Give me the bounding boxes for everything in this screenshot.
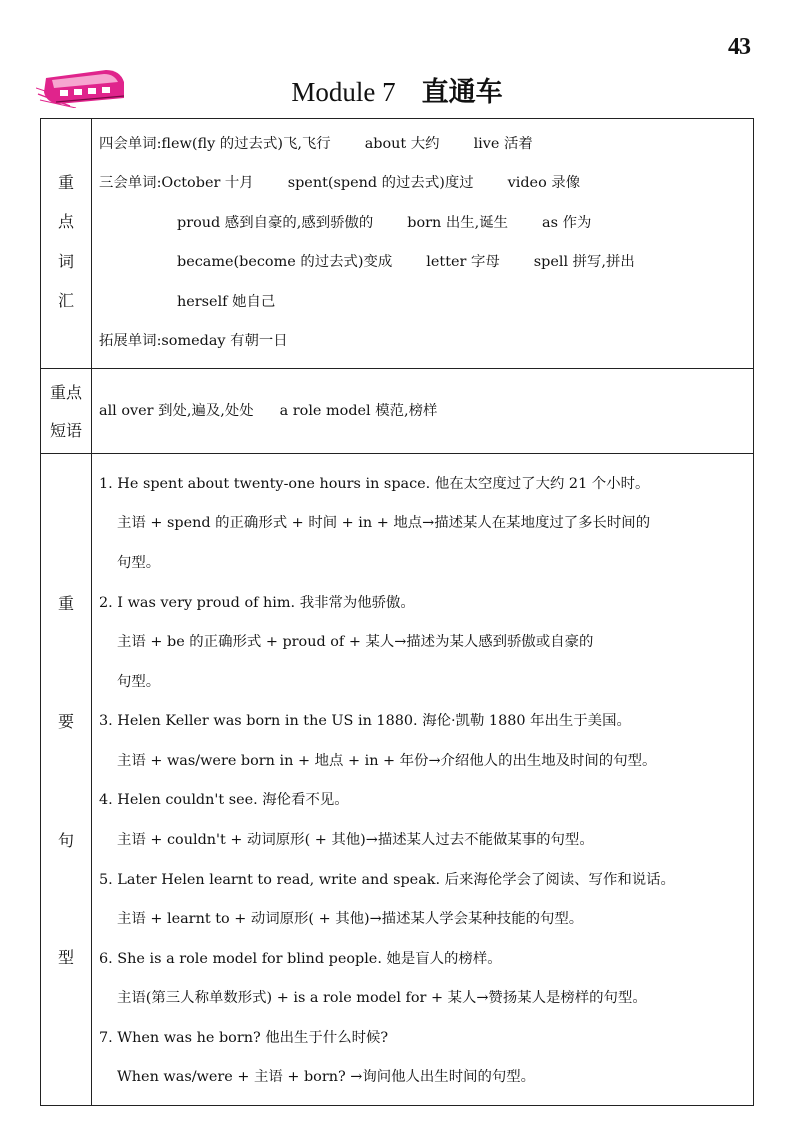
sentence-pattern: 主语 + be 的正确形式 + proud of + 某人→描述为某人感到骄傲或自豪的	[117, 634, 594, 650]
column-divider	[91, 119, 92, 1105]
vocab-word: as 作为	[542, 215, 592, 231]
sentences-label-char: 重	[57, 594, 74, 613]
vocab-line	[177, 213, 591, 233]
sentence-pattern: 句型。	[117, 674, 161, 690]
phrase-item: all over 到处,遍及,处处	[99, 403, 254, 419]
row-divider	[41, 453, 753, 454]
vocab-prefix: 拓展单词:	[99, 333, 162, 349]
vocab-line	[99, 173, 580, 193]
module-number: Module 7	[291, 77, 396, 107]
vocab-label-char: 汇	[57, 291, 74, 310]
vocab-word: about 大约	[364, 136, 440, 152]
page-number: 43	[728, 34, 750, 60]
sentence-pattern: 主语(第三人称单数形式) + is a role model for + 某人→赞扬某人是榜样的句型。	[117, 990, 647, 1006]
sentences-label-char: 句	[57, 831, 74, 850]
sentence-example: 1. He spent about twenty-one hours in space. 他在太空度过了大约 21 个小时。	[99, 476, 650, 492]
sentence-pattern: 句型。	[117, 555, 161, 571]
vocab-word: live 活着	[473, 136, 533, 152]
vocab-prefix: 三会单词:	[99, 175, 162, 191]
vocab-line	[99, 134, 533, 154]
vocab-word: spent(spend 的过去式)度过	[287, 175, 474, 191]
row-divider	[41, 368, 753, 369]
content-table	[40, 118, 754, 1106]
vocab-line	[99, 331, 288, 351]
sentence-pattern: When was/were + 主语 + born? →询问他人出生时间的句型。	[117, 1069, 536, 1085]
sentence-example: 5. Later Helen learnt to read, write and speak. 后来海伦学会了阅读、写作和说话。	[99, 872, 675, 888]
sentence-example: 4. Helen couldn't see. 海伦看不见。	[99, 792, 349, 808]
sentence-pattern: 主语 + was/were born in + 地点 + in + 年份→介绍他人的出生地及时间的句型。	[117, 753, 657, 769]
vocab-line	[177, 252, 635, 272]
vocab-prefix: 四会单词:	[99, 136, 162, 152]
module-title	[0, 70, 794, 109]
sentence-pattern: 主语 + spend 的正确形式 + 时间 + in + 地点→描述某人在某地度过了多长时间的	[117, 515, 651, 531]
vocab-label-char: 词	[57, 252, 74, 271]
sentence-example: 3. Helen Keller was born in the US in 1880. 海伦·凯勒 1880 年出生于美国。	[99, 713, 631, 729]
phrases-label-line: 短语	[49, 421, 82, 440]
vocab-word: born 出生,诞生	[407, 215, 509, 231]
vocab-word: someday 有朝一日	[161, 333, 288, 349]
phrase-item: a role model 模范,榜样	[279, 403, 438, 419]
sentence-pattern: 主语 + learnt to + 动词原形( + 其他)→描述某人学会某种技能的句型。	[117, 911, 584, 927]
vocab-word: October 十月	[161, 175, 254, 191]
sentence-example: 6. She is a role model for blind people. 她是盲人的榜样。	[99, 951, 502, 967]
vocab-word: video 录像	[507, 175, 581, 191]
vocab-label-char: 重	[57, 173, 74, 192]
vocab-label-char: 点	[57, 212, 74, 231]
vocab-word: spell 拼写,拼出	[533, 254, 635, 270]
module-name: 直通车	[421, 77, 503, 107]
sentences-label-char: 型	[57, 948, 74, 967]
vocab-word: herself 她自己	[177, 294, 276, 310]
vocab-word: became(become 的过去式)变成	[177, 254, 393, 270]
phrases-label-line: 重点	[49, 383, 82, 402]
sentence-pattern: 主语 + couldn't + 动词原形( + 其他)→描述某人过去不能做某事的句型。	[117, 832, 594, 848]
vocab-word: flew(fly 的过去式)飞,飞行	[161, 136, 331, 152]
phrases-line	[99, 401, 437, 421]
sentence-example: 2. I was very proud of him. 我非常为他骄傲。	[99, 595, 415, 611]
vocab-line	[177, 292, 275, 312]
sentence-example: 7. When was he born? 他出生于什么时候?	[99, 1030, 389, 1046]
vocab-word: letter 字母	[426, 254, 500, 270]
sentences-label-char: 要	[57, 712, 74, 731]
vocab-word: proud 感到自豪的,感到骄傲的	[177, 215, 374, 231]
